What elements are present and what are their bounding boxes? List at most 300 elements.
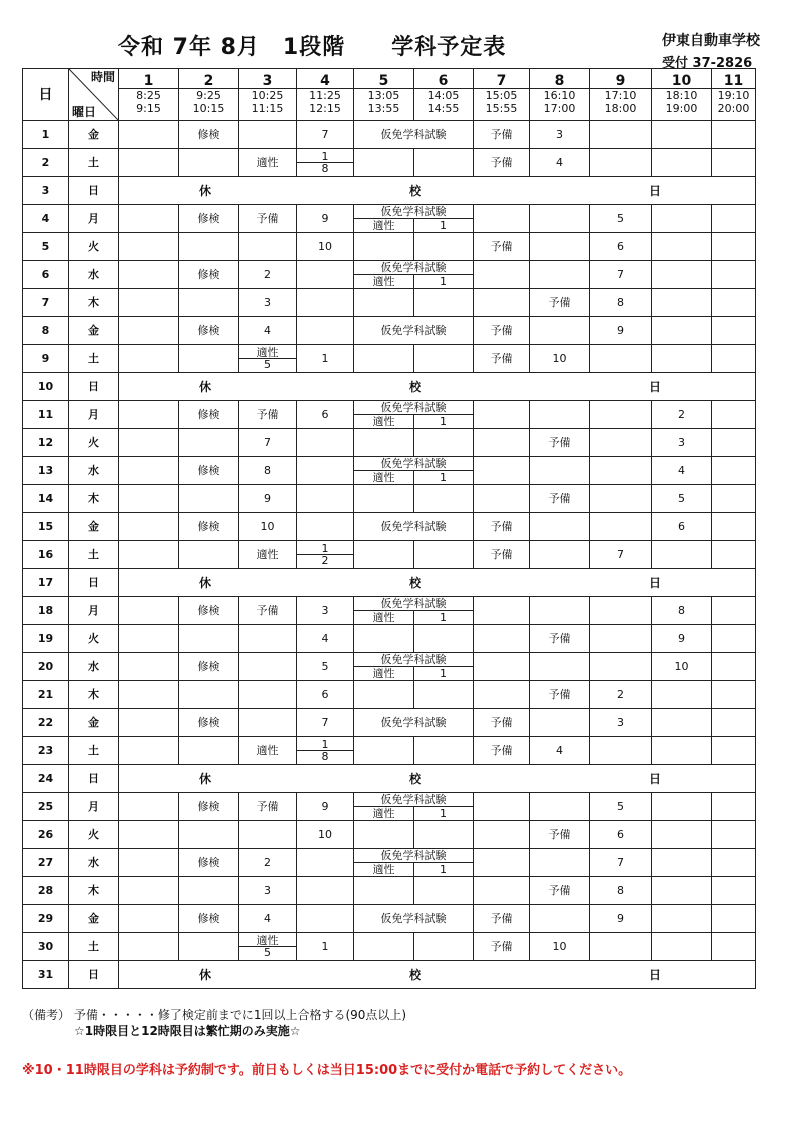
exam-cell: 仮免学科試験: [354, 513, 474, 541]
period-cell: [474, 457, 530, 485]
period-cell: [530, 849, 590, 877]
period-cell: 4: [239, 317, 297, 345]
period-cell: 予備: [530, 289, 590, 317]
period-cell: [119, 709, 179, 737]
day-row: [23, 653, 756, 681]
day-row: [23, 485, 756, 513]
day-number: 8: [23, 317, 69, 345]
period-cell: [179, 233, 239, 261]
day-number: 5: [23, 233, 69, 261]
period-cell: [590, 597, 652, 625]
day-row: [23, 541, 756, 569]
period-cell: 修検: [179, 653, 239, 681]
period-cell: [712, 261, 756, 289]
period-cell: [712, 457, 756, 485]
period-cell: [354, 625, 414, 653]
day-number: 20: [23, 653, 69, 681]
period-cell: [474, 429, 530, 457]
period-cell: [530, 261, 590, 289]
period-cell: [474, 793, 530, 821]
period-cell: 8: [652, 597, 712, 625]
period-cell: 3: [297, 597, 354, 625]
day-row: [23, 793, 756, 821]
weekday: 月: [69, 793, 119, 821]
closed-day-cell: 休 校 日: [119, 373, 756, 401]
period-cell: 5: [590, 205, 652, 233]
day-number: 14: [23, 485, 69, 513]
period-cell: [712, 877, 756, 905]
period-cell: 予備: [474, 317, 530, 345]
weekday: 月: [69, 401, 119, 429]
period-cell: 6: [590, 233, 652, 261]
period-cell: 予備: [474, 149, 530, 177]
period-cell: [239, 653, 297, 681]
day-row: [23, 373, 756, 401]
period-cell: [239, 233, 297, 261]
weekday: 火: [69, 429, 119, 457]
period-cell: [119, 457, 179, 485]
period-cell: [297, 261, 354, 289]
period-cell: [652, 121, 712, 149]
period-cell: [297, 289, 354, 317]
reservation-notice: ※10・11時限目の学科は予約制です。前日もしくは当日15:00までに受付か電話で予約してください。: [22, 1063, 632, 1078]
period-header-8: 8 16:10 17:00: [530, 69, 590, 121]
period-cell: [652, 233, 712, 261]
day-number: 7: [23, 289, 69, 317]
period-cell: [414, 429, 474, 457]
day-row: [23, 849, 756, 877]
weekday-label: 曜日: [72, 105, 97, 119]
period-cell: [530, 905, 590, 933]
period-cell: [179, 681, 239, 709]
period-cell: 10: [652, 653, 712, 681]
day-row: [23, 681, 756, 709]
weekday: 火: [69, 233, 119, 261]
period-cell: [474, 261, 530, 289]
period-cell: 修検: [179, 457, 239, 485]
closed-day-cell: 休 校 日: [119, 961, 756, 989]
period-cell: [297, 849, 354, 877]
weekday: 金: [69, 317, 119, 345]
period-cell: [530, 597, 590, 625]
period-cell: [297, 429, 354, 457]
weekday: 木: [69, 877, 119, 905]
period-cell: 2: [239, 261, 297, 289]
period-cell: [712, 541, 756, 569]
header-diagonal-cell: [69, 69, 119, 121]
school-name: 伊東自動車学校: [662, 33, 760, 49]
exam-cell: 仮免学科試験: [354, 317, 474, 345]
period-cell: 予備: [474, 121, 530, 149]
period-cell: [297, 457, 354, 485]
period-cell: [712, 849, 756, 877]
notes: [22, 1007, 406, 1039]
weekday: 土: [69, 345, 119, 373]
exam-cell: 仮免学科試験 適性 1: [354, 261, 474, 289]
period-cell: [530, 793, 590, 821]
period-cell: [119, 289, 179, 317]
period-cell: [530, 457, 590, 485]
period-cell: 5: [297, 653, 354, 681]
day-row: [23, 933, 756, 961]
period-cell: [474, 681, 530, 709]
period-cell: 予備: [530, 625, 590, 653]
period-cell: [712, 401, 756, 429]
period-cell: 予備: [530, 429, 590, 457]
weekday: 火: [69, 821, 119, 849]
period-cell: 3: [239, 289, 297, 317]
closed-day-cell: 休 校 日: [119, 765, 756, 793]
period-cell: [354, 681, 414, 709]
weekday: 木: [69, 681, 119, 709]
period-cell: [712, 905, 756, 933]
day-number: 22: [23, 709, 69, 737]
day-row: [23, 457, 756, 485]
weekday: 木: [69, 485, 119, 513]
period-cell: [712, 625, 756, 653]
period-cell: [414, 933, 474, 961]
period-cell: [712, 289, 756, 317]
day-number: 9: [23, 345, 69, 373]
period-cell: [354, 821, 414, 849]
period-cell: [119, 625, 179, 653]
period-cell: [712, 597, 756, 625]
period-cell: [414, 485, 474, 513]
period-cell: 1: [297, 345, 354, 373]
header-day-cell: 日: [23, 69, 69, 121]
day-row: [23, 877, 756, 905]
period-header-7: 7 15:05 15:55: [474, 69, 530, 121]
weekday: 水: [69, 457, 119, 485]
period-cell: [474, 597, 530, 625]
weekday: 金: [69, 709, 119, 737]
period-cell: [297, 905, 354, 933]
period-cell: [590, 933, 652, 961]
day-number: 21: [23, 681, 69, 709]
period-cell: [530, 653, 590, 681]
period-cell: [590, 625, 652, 653]
day-row: [23, 233, 756, 261]
period-cell: [414, 821, 474, 849]
day-number: 10: [23, 373, 69, 401]
period-cell: [119, 877, 179, 905]
period-cell: [474, 849, 530, 877]
period-cell: [179, 149, 239, 177]
period-cell: 8: [590, 877, 652, 905]
period-cell: 予備: [530, 681, 590, 709]
period-cell: [354, 877, 414, 905]
period-cell: 修検: [179, 793, 239, 821]
period-cell: [652, 933, 712, 961]
period-cell: [119, 121, 179, 149]
period-cell: [179, 737, 239, 765]
period-cell: [239, 821, 297, 849]
weekday: 水: [69, 849, 119, 877]
day-row: [23, 289, 756, 317]
day-number: 6: [23, 261, 69, 289]
period-cell: [590, 149, 652, 177]
period-cell: [354, 429, 414, 457]
weekday: 土: [69, 933, 119, 961]
period-cell: [239, 709, 297, 737]
period-cell: [414, 877, 474, 905]
period-cell: 修検: [179, 513, 239, 541]
period-cell: [354, 149, 414, 177]
exam-cell: 仮免学科試験 適性 1: [354, 401, 474, 429]
period-cell: 4: [239, 905, 297, 933]
period-cell: [652, 541, 712, 569]
period-cell: 10: [297, 821, 354, 849]
day-row: [23, 513, 756, 541]
day-row: [23, 737, 756, 765]
day-row: [23, 821, 756, 849]
note-line-2: ☆1時限目と12時限目は繁忙期のみ実施☆: [74, 1024, 301, 1038]
exam-cell: 仮免学科試験: [354, 709, 474, 737]
weekday: 日: [69, 373, 119, 401]
period-cell: 6: [652, 513, 712, 541]
period-cell: 4: [530, 737, 590, 765]
period-cell: [119, 149, 179, 177]
period-cell: 5: [590, 793, 652, 821]
weekday: 日: [69, 961, 119, 989]
period-cell: 9: [590, 317, 652, 345]
exam-cell: 仮免学科試験 適性 1: [354, 793, 474, 821]
period-cell: [179, 541, 239, 569]
period-cell: 8: [239, 457, 297, 485]
day-number: 15: [23, 513, 69, 541]
closed-day-cell: 休 校 日: [119, 177, 756, 205]
period-cell: [474, 289, 530, 317]
period-cell: [530, 513, 590, 541]
period-cell: 9: [239, 485, 297, 513]
period-cell: [414, 625, 474, 653]
period-cell: [179, 821, 239, 849]
day-number: 2: [23, 149, 69, 177]
period-cell: 予備: [474, 541, 530, 569]
period-cell: 予備: [474, 513, 530, 541]
period-cell: [712, 793, 756, 821]
period-cell: 修検: [179, 121, 239, 149]
period-cell: 7: [590, 849, 652, 877]
closed-day-cell: 休 校 日: [119, 569, 756, 597]
period-cell: [652, 793, 712, 821]
period-cell: 1 8: [297, 149, 354, 177]
exam-cell: 仮免学科試験: [354, 905, 474, 933]
day-row: [23, 121, 756, 149]
period-cell: [179, 289, 239, 317]
period-cell: [297, 317, 354, 345]
period-header-2: 2 9:25 10:15: [179, 69, 239, 121]
day-number: 3: [23, 177, 69, 205]
day-number: 11: [23, 401, 69, 429]
schedule-table: [22, 68, 756, 989]
day-number: 30: [23, 933, 69, 961]
period-cell: 6: [297, 681, 354, 709]
period-cell: [119, 345, 179, 373]
period-cell: [297, 877, 354, 905]
period-cell: [530, 401, 590, 429]
period-cell: [119, 849, 179, 877]
period-cell: 適性 5: [239, 345, 297, 373]
period-cell: [119, 485, 179, 513]
period-cell: [119, 261, 179, 289]
period-cell: [652, 261, 712, 289]
weekday: 火: [69, 625, 119, 653]
period-cell: 3: [239, 877, 297, 905]
period-cell: 10: [297, 233, 354, 261]
period-cell: [119, 793, 179, 821]
period-cell: [712, 345, 756, 373]
period-cell: [712, 709, 756, 737]
period-cell: 修検: [179, 597, 239, 625]
period-cell: [652, 905, 712, 933]
day-row: [23, 401, 756, 429]
period-cell: 適性: [239, 737, 297, 765]
period-cell: [530, 541, 590, 569]
period-cell: [119, 233, 179, 261]
period-cell: [590, 121, 652, 149]
period-cell: [712, 121, 756, 149]
day-row: [23, 961, 756, 989]
day-number: 28: [23, 877, 69, 905]
day-row: [23, 905, 756, 933]
period-cell: [474, 401, 530, 429]
period-cell: 9: [590, 905, 652, 933]
period-cell: [239, 625, 297, 653]
period-header-5: 5 13:05 13:55: [354, 69, 414, 121]
period-cell: [712, 205, 756, 233]
period-cell: [119, 905, 179, 933]
period-cell: 修検: [179, 849, 239, 877]
day-number: 13: [23, 457, 69, 485]
note-line-1: （備考） 予備・・・・・修了検定前までに1回以上合格する(90点以上): [22, 1008, 407, 1022]
exam-cell: 仮免学科試験 適性 1: [354, 849, 474, 877]
period-cell: 修検: [179, 709, 239, 737]
day-number: 25: [23, 793, 69, 821]
period-cell: [712, 149, 756, 177]
day-number: 1: [23, 121, 69, 149]
exam-cell: 仮免学科試験 適性 1: [354, 205, 474, 233]
period-cell: 予備: [530, 821, 590, 849]
period-cell: [354, 485, 414, 513]
period-cell: 10: [530, 345, 590, 373]
day-row: [23, 765, 756, 793]
period-cell: 予備: [239, 205, 297, 233]
period-cell: [530, 317, 590, 345]
day-number: 17: [23, 569, 69, 597]
period-cell: 4: [530, 149, 590, 177]
period-cell: [590, 457, 652, 485]
period-cell: [712, 737, 756, 765]
day-number: 19: [23, 625, 69, 653]
period-cell: [414, 233, 474, 261]
period-cell: 修検: [179, 261, 239, 289]
period-cell: [119, 737, 179, 765]
period-cell: [590, 401, 652, 429]
day-row: [23, 597, 756, 625]
period-cell: [354, 737, 414, 765]
period-cell: [119, 933, 179, 961]
period-cell: [179, 485, 239, 513]
period-cell: [474, 485, 530, 513]
period-cell: 4: [297, 625, 354, 653]
exam-cell: 仮免学科試験 適性 1: [354, 597, 474, 625]
period-cell: 9: [297, 205, 354, 233]
period-cell: 予備: [474, 905, 530, 933]
period-cell: [712, 681, 756, 709]
period-cell: [712, 485, 756, 513]
period-cell: [119, 317, 179, 345]
period-cell: 7: [297, 709, 354, 737]
period-cell: [239, 681, 297, 709]
period-cell: [712, 317, 756, 345]
period-cell: [590, 485, 652, 513]
exam-cell: 仮免学科試験: [354, 121, 474, 149]
day-row: [23, 625, 756, 653]
day-row: [23, 569, 756, 597]
day-row: [23, 429, 756, 457]
period-cell: [530, 205, 590, 233]
period-cell: 修検: [179, 317, 239, 345]
period-cell: 予備: [474, 345, 530, 373]
period-cell: [590, 513, 652, 541]
day-number: 26: [23, 821, 69, 849]
period-cell: 1 8: [297, 737, 354, 765]
period-cell: [590, 653, 652, 681]
period-cell: 適性: [239, 541, 297, 569]
period-header-1: 1 8:25 9:15: [119, 69, 179, 121]
period-cell: 予備: [474, 233, 530, 261]
period-cell: 4: [652, 457, 712, 485]
period-cell: 2: [590, 681, 652, 709]
period-header-3: 3 10:25 11:15: [239, 69, 297, 121]
period-cell: 予備: [239, 597, 297, 625]
period-header-10: 10 18:10 19:00: [652, 69, 712, 121]
period-cell: 予備: [474, 933, 530, 961]
period-cell: 9: [652, 625, 712, 653]
period-cell: 2: [239, 849, 297, 877]
period-cell: [652, 205, 712, 233]
period-cell: [119, 513, 179, 541]
period-cell: [179, 877, 239, 905]
day-number: 4: [23, 205, 69, 233]
weekday: 日: [69, 177, 119, 205]
period-cell: [652, 709, 712, 737]
period-cell: 3: [590, 709, 652, 737]
period-cell: [179, 429, 239, 457]
period-cell: 修検: [179, 401, 239, 429]
period-cell: 10: [239, 513, 297, 541]
period-cell: [119, 653, 179, 681]
period-cell: 8: [590, 289, 652, 317]
period-cell: [474, 625, 530, 653]
period-cell: [354, 289, 414, 317]
period-cell: [530, 709, 590, 737]
period-cell: [179, 345, 239, 373]
period-cell: [414, 737, 474, 765]
period-cell: [590, 345, 652, 373]
period-cell: [474, 821, 530, 849]
day-row: [23, 345, 756, 373]
period-cell: 7: [590, 541, 652, 569]
period-cell: [652, 737, 712, 765]
weekday: 土: [69, 737, 119, 765]
period-cell: [414, 289, 474, 317]
period-cell: [712, 233, 756, 261]
period-cell: [354, 933, 414, 961]
day-number: 29: [23, 905, 69, 933]
period-cell: [474, 653, 530, 681]
